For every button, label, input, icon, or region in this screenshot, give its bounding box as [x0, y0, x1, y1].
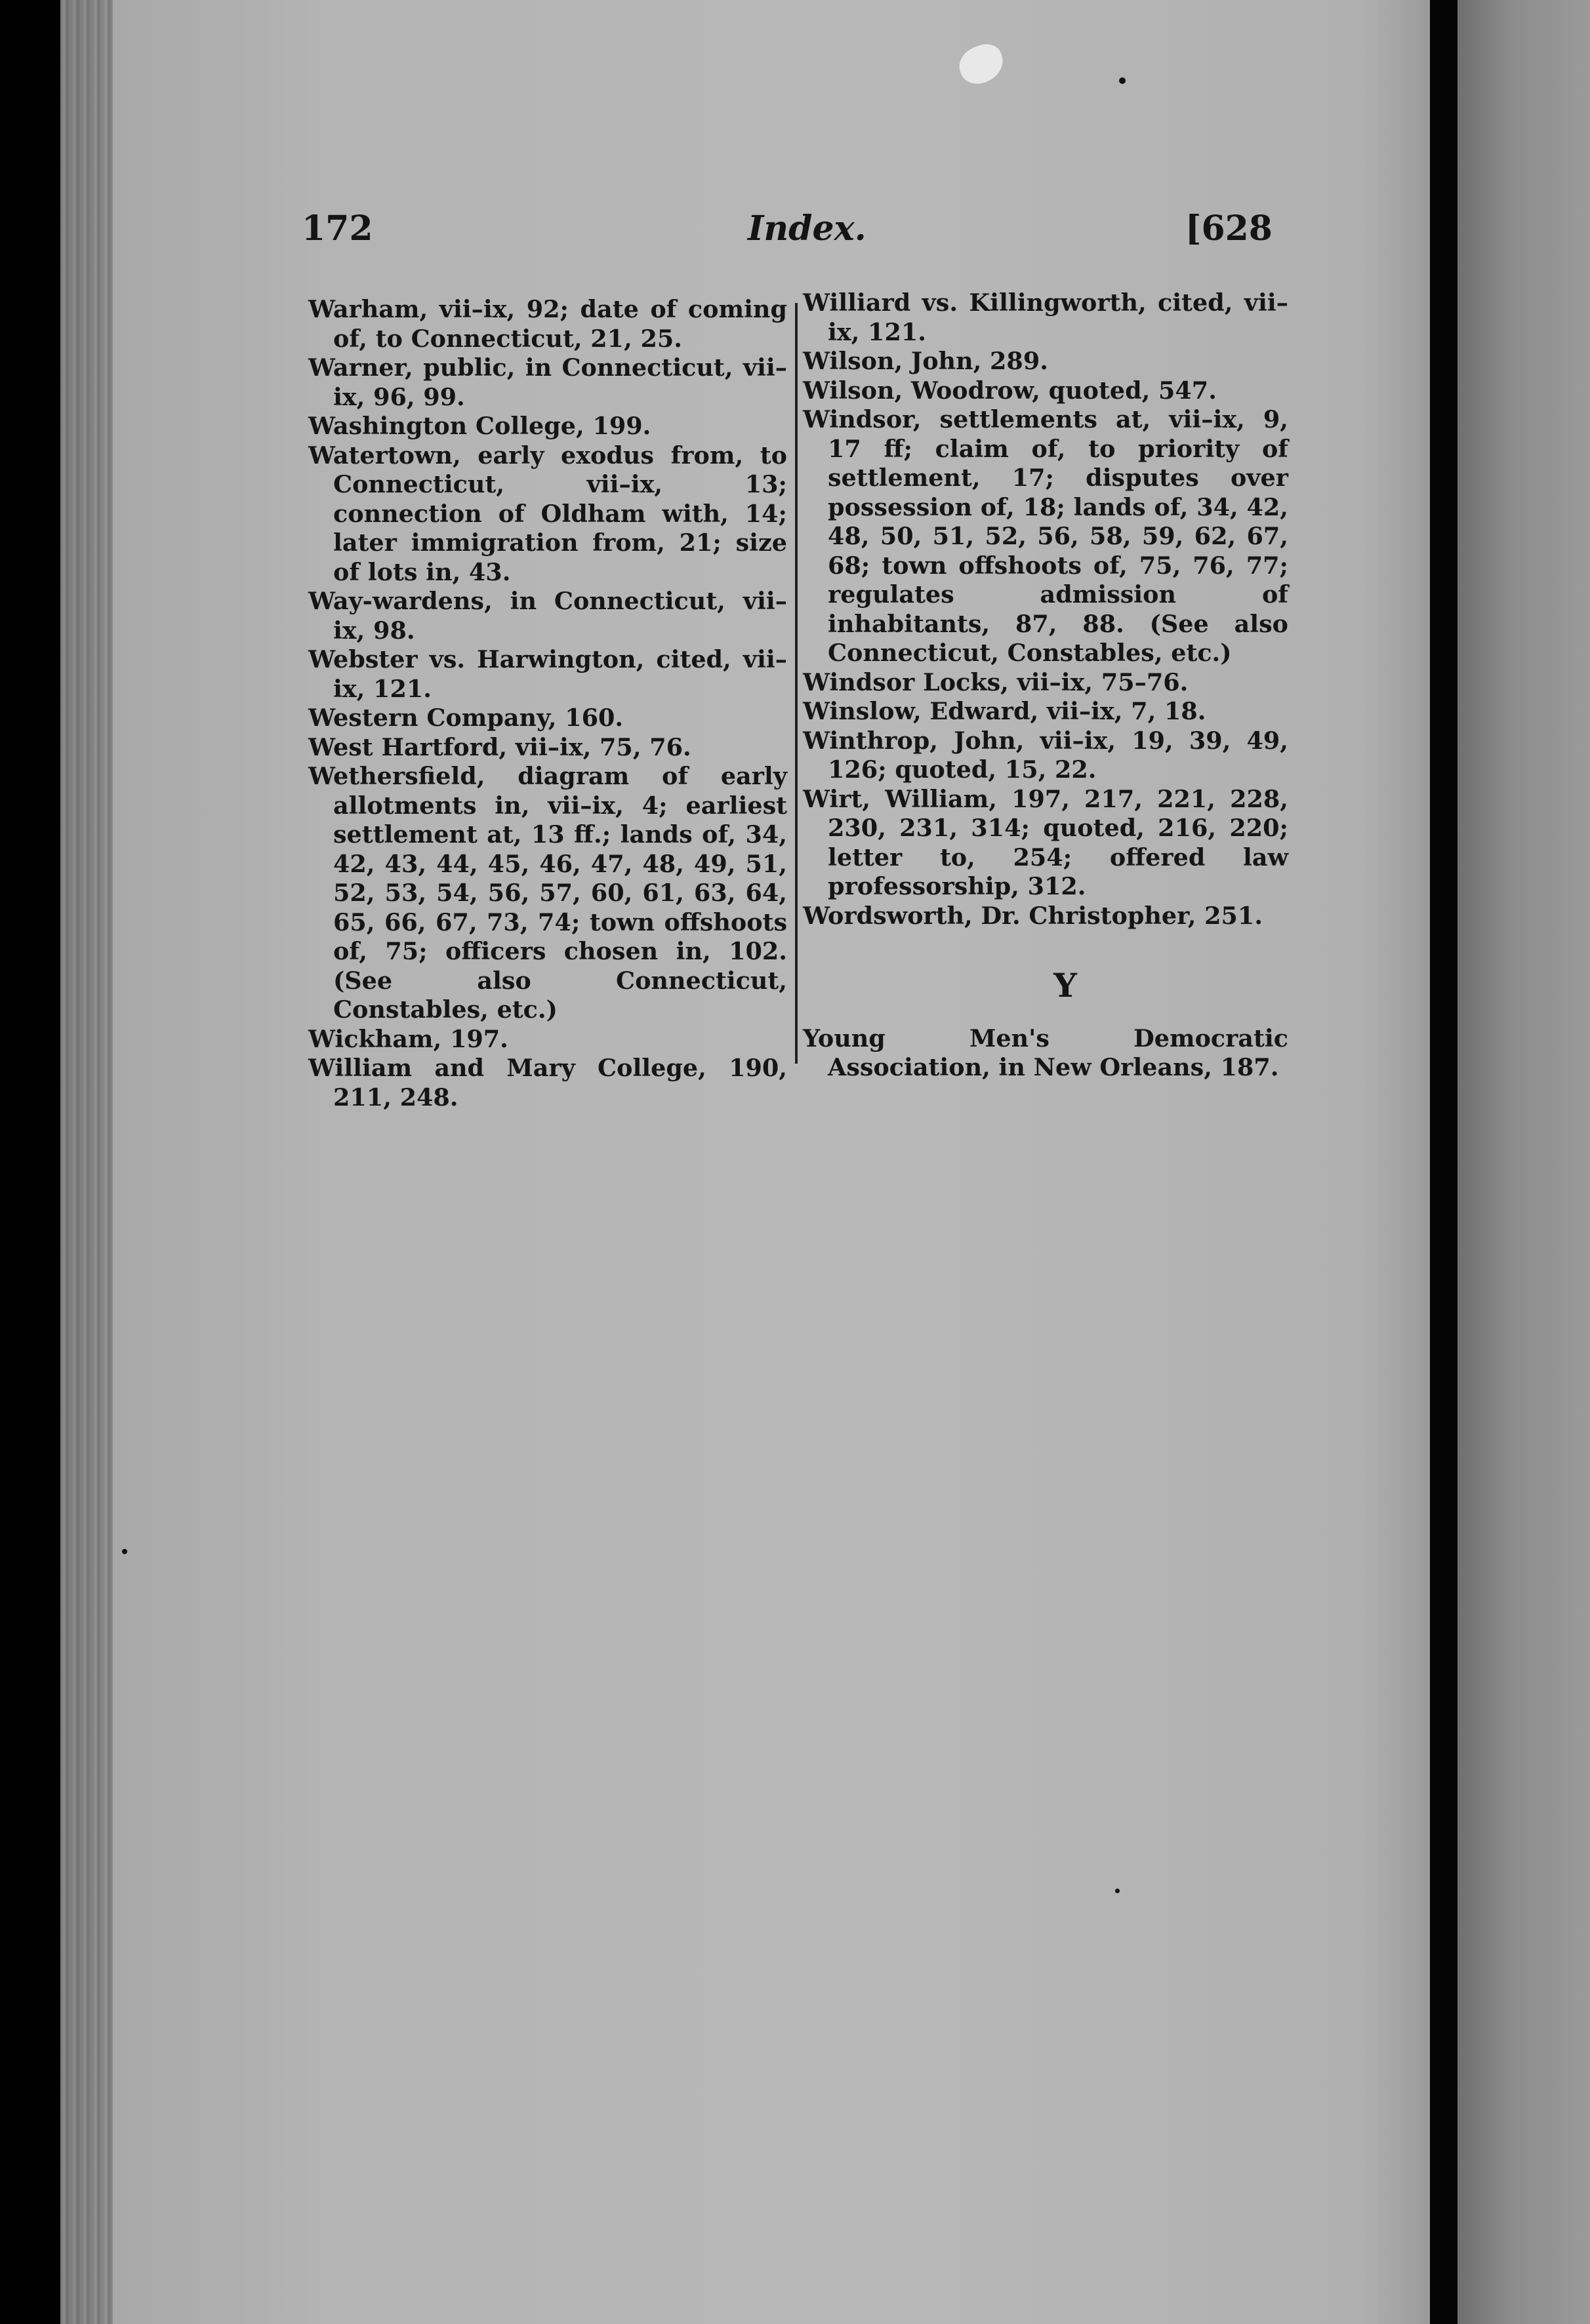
index-entry: Young Men's Democratic Association, in New Orleans, 187. [803, 1024, 1288, 1081]
index-entry: Windsor, settlements at, vii–ix, 9, 17 ff; claim of, to priority of settlement, 17; disputes over possession of, 18; lands of, 34, 42, 48, 50, 51, 52, 56, 58, 59, 62, 67, 68; town offshoots of, 75, 76, 77; regulates admission of inhabitants, 87, 88. (See also Connecticut, Constables, etc.) [803, 405, 1288, 667]
book-gutter [1430, 0, 1458, 2324]
index-entry: Warham, vii–ix, 92; date of coming of, to Connecticut, 21, 25. [308, 295, 787, 353]
index-entry: Wickham, 197. [308, 1024, 508, 1053]
index-entry: Western Company, 160. [308, 704, 624, 732]
index-entry: Watertown, early exodus from, to Connecticut, vii–ix, 13; connection of Oldham with, 14; later immigration from, 21; size of lots in, 43. [308, 441, 787, 586]
index-entry: Wordsworth, Dr. Christopher, 251. [803, 901, 1263, 930]
index-column-left [308, 295, 787, 1112]
index-column-right [803, 289, 1288, 1083]
index-entry: Winslow, Edward, vii–ix, 7, 18. [803, 697, 1206, 725]
index-entry: Washington College, 199. [308, 412, 651, 440]
ink-speck [1119, 77, 1126, 84]
ink-speck [1115, 1889, 1120, 1893]
index-entry: Williard vs. Killingworth, cited, vii–ix, 121. [803, 289, 1288, 346]
page-stack-edge [60, 0, 113, 2324]
page-title: Index. [748, 209, 866, 249]
index-entry: Windsor Locks, vii–ix, 75–76. [803, 668, 1189, 696]
adjacent-page [1458, 0, 1590, 2324]
index-entry: Way-wardens, in Connecticut, vii–ix, 98. [308, 587, 787, 645]
index-entry: West Hartford, vii–ix, 75, 76. [308, 732, 691, 761]
section-letter: Y [1053, 966, 1077, 1005]
index-entry: Wethersfield, diagram of early allotments in, vii–ix, 4; earliest settlement at, 13 ff.; lands of, 34, 42, 43, 44, 45, 46, 47, 48, 49, 51, 52, 53, 54, 56, 57, 60, 61, 63, 64, 65, 66, 67, 73, 74; town offshoots of, 75; officers chosen in, 102. (See also Connecticut, Constables, etc.) [308, 762, 787, 1024]
column-divider [795, 303, 798, 1064]
index-entry: Webster vs. Harwington, cited, vii–ix, 121. [308, 645, 787, 703]
page-number: 172 [302, 209, 373, 249]
index-entry: William and Mary College, 190, 211, 248. [308, 1054, 787, 1112]
index-entry: Warner, public, in Connecticut, vii–ix, 96, 99. [308, 353, 787, 411]
page-header [302, 209, 1273, 254]
page-reference: [628 [1185, 209, 1273, 249]
index-entry: Winthrop, John, vii–ix, 19, 39, 49, 126; quoted, 15, 22. [803, 726, 1288, 784]
index-entry: Wilson, John, 289. [803, 347, 1048, 375]
ink-speck [122, 1549, 127, 1554]
index-entry: Wilson, Woodrow, quoted, 547. [803, 376, 1217, 405]
index-entry: Wirt, William, 197, 217, 221, 228, 230, 231, 314; quoted, 216, 220; letter to, 254; offered law professorship, 312. [803, 784, 1288, 900]
